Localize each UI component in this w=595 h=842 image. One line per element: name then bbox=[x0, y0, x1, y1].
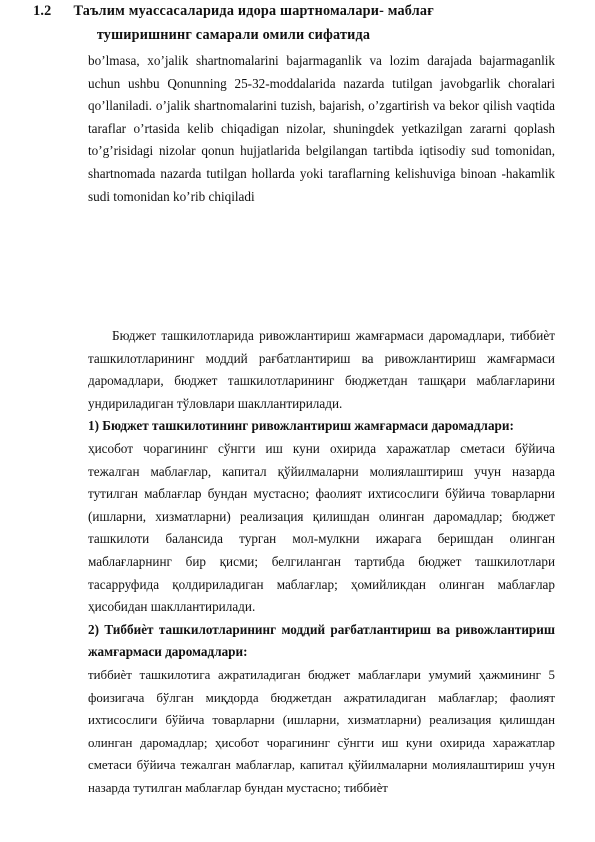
intro-text: bo’lmasa, xo’jalik shartnomalarini bajarmaganlik va lozim darajada bajarmaganlik uchun ushbu Qonunning 25-32-moddalarida nazarda tutilgan javobgarlik choralari qo’llaniladi. o’jalik shartnomalarini tuzish, bajarish, o’zgartirish va bekor qilish vaqtida taraflar o’rtasida kelib chiqadigan nizolar, shuningdek yetkazilgan zararni qoplash to’g’risidagi nizolar qonun hujjatlarida belgilangan tartibda iqtisodiy sud tomonidan, shartnomada nazarda tutilgan hollarda yoki taraflarning kelishuviga binoan -hakamlik sudi tomonidan ko’rib chiqiladi bbox=[88, 53, 555, 204]
section1-body: ҳисобот чорагининг сўнгги иш куни охирида харажатлар сметаси бўйича тежалган маблағлар, капитал қўйилмаларни молиялаштириш учун назарда тутилган маблағлар бундан мустасно; фаолият ихтисослиги бўйича товарларни (ишларни, хизматларни) реализация қилишдан олинган даромадлар; бюджет ташкилоти балансида турган мол-мулкни ижарага беришдан олинган маблағларнинг бир қисми; белгиланган тартибда бюджет ташкилотлари тасарруфида қолдириладиган маблағлар; ҳомийликдан олинган маблағлар ҳисобидан шакллантирилади. bbox=[88, 440, 555, 615]
section2-body: тиббиѐт ташкилотига ажратиладиган бюджет маблағлари умумий ҳажмининг 5 фоизигача бўлган миқдорда бюджетдан ажратиладиган маблағлар; фаолият ихтисослиги бўйича товарларни (ишларни, хизматларни) реализация қилишдан олинган даромадлар; ҳисобот чорагининг сўнгги иш куни охирида харажатлар сметаси бўйича тежалган маблағлар, капитал қўйилмаларни молиялаштириш учун назарда тутилган маблағлар бундан мустасно; тиббиѐт bbox=[88, 667, 555, 795]
section-heading bbox=[0, 0, 467, 47]
section1-title: 1) Бюджет ташкилотининг ривожлантириш жамғармаси даромадлари: bbox=[88, 418, 514, 434]
budget-paragraph: Бюджет ташкилотларида ривожлантириш жамғармаси даромадлари, тиббиѐт ташкилотларининг моддий рағбатлантириш ва ривожлантириш жамғармаси даромадлари, бюджет ташкилотларининг бюджетдан ташқари маблағларини ундириладиган тўловлари шакллантирилади. bbox=[88, 328, 555, 411]
heading-number: 1.2 bbox=[33, 3, 52, 19]
heading-text: Таълим муассасаларида идора шартномалари- маблағ туширишнинг самарали омили сифатида bbox=[73, 3, 434, 43]
intro-paragraph bbox=[88, 50, 555, 208]
section2-title: 2) Тиббиѐт ташкилотларининг моддий рағбатлантириш ва ривожлантириш жамғармаси даромадлари: bbox=[88, 621, 555, 660]
main-body bbox=[88, 325, 555, 799]
